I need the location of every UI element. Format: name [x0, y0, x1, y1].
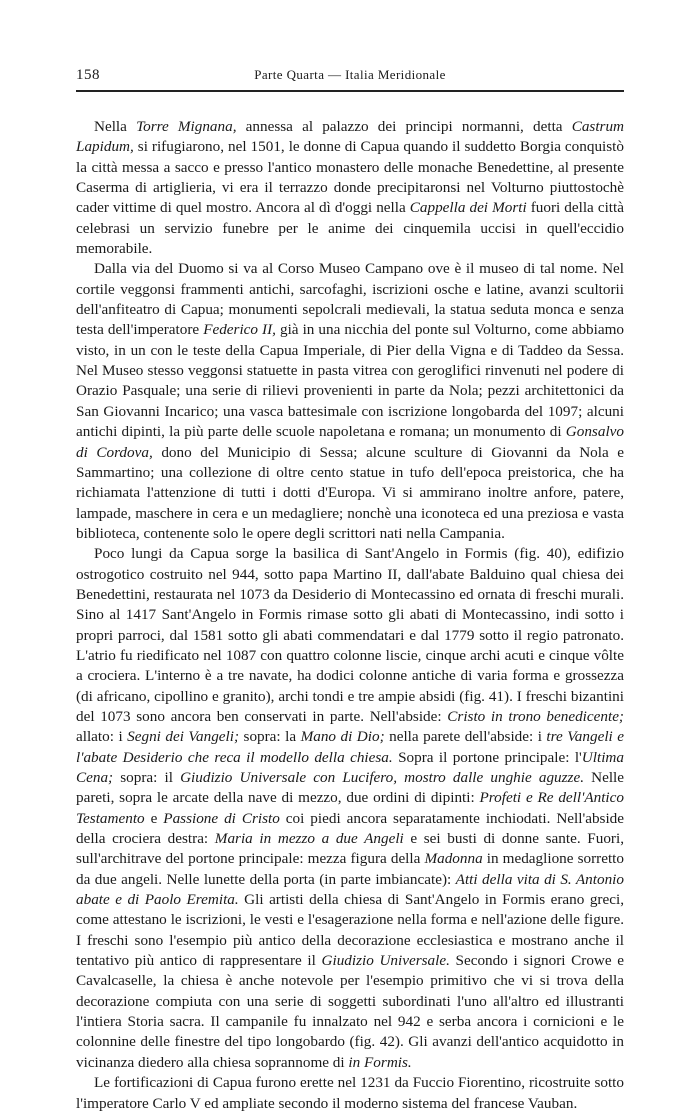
text-run: in medaglione sorretto da due angeli. Nelle lunette della porta (in parte imbiancate):: [76, 850, 624, 888]
paragraph: [76, 117, 624, 259]
italic-run: Cristo in trono benedicente;: [447, 707, 624, 725]
text-run: si rifugiarono, nel 1501, le donne di Capua quando il suddetto Borgia conquistò la città messa a sacco e presso l'antico monastero delle monache Benedettine, al presente Caserma di artiglieria, vi era il terrazzo donde precipitaronsi nel Volturno piuttostochè cader vittime di quel mostro. Ancora al dì d'oggi nella: [76, 138, 624, 217]
italic-run: Maria in mezzo a due Angeli: [214, 830, 404, 848]
italic-run: Ultima Cena;: [76, 748, 624, 786]
page-header: [76, 64, 624, 86]
text-run: dono del Municipio di Sessa; alcune sculture di Giovanni da Nola e Sammartino; una collezione di oltre cento statue in tufo dell'epoca preistorica, che ha richiamata l'attenzione di tutti i dotti d'Europa. Vi si ammirano inoltre anfore, patere, lampade, maschere in cera e un medagliere; nonchè una iconoteca ed una preziosa e vasta biblioteca, contenente solo le opere degli scrittori nati nella Campania.: [76, 443, 625, 542]
italic-run: Atti della vita di S. Antonio abate e di Paolo Eremita.: [76, 870, 624, 909]
paragraph: [76, 259, 624, 544]
text-run: sopra: la: [239, 728, 301, 746]
text-run: Poco lungi da Capua sorge la basilica di Sant'Angelo in Formis (fig. 40), edifizio ostrogotico costruito nel 944, sotto papa Martino II, dall'abate Balduino qual chiesa dei Benedettini, restaurata nel 1073 da Desiderio di Montecassino ed ornata di freschi murali. Sino al 1417 Sant'Angelo in Formis rimase sotto gli abati di Montecassino, indi sotto i propri parroci, dal 1581 sotto gli abati commendatari e dal 1779 sotto il regio patronato. L'atrio fu riedificato nel 1087 con quattro colonne liscie, cinque archi acuti e cinque vôlte a crociera. L'interno è a tre navate, ha dodici colonne antiche di varia forma e grossezza (di africano, cipollino e granito), archi tondi e tre ampie absidi (fig. 41). I freschi bizantini del 1073 sono ancora ben conservati in parte. Nell'abside:: [76, 545, 624, 725]
italic-run: Segni dei Vangeli;: [127, 728, 240, 746]
text-run: e: [144, 809, 164, 827]
body-text: [76, 117, 624, 1114]
header-rule: [76, 90, 624, 92]
page-number: 158: [76, 66, 100, 83]
italic-run: Giudizio Universale con Lucifero, mostro dalle unghie aguzze.: [180, 769, 584, 786]
italic-run: Madonna: [424, 850, 483, 868]
italic-run: Mano di Dio;: [300, 728, 385, 746]
text-run: Le fortificazioni di Capua furono erette nel 1231 da Fuccio Fiorentino, ricostruite sotto l'imperatore Carlo V ed ampliate secondo il moderno sistema del francese Vauban.: [76, 1074, 624, 1112]
italic-run: Passione di Cristo: [163, 809, 280, 827]
italic-run: Profeti e Re dell'Antico Testamento: [76, 789, 624, 827]
text-run: nella parete dell'abside: i: [384, 728, 547, 746]
text-run: allato: i: [76, 728, 128, 746]
text-run: Gli artisti della chiesa di Sant'Angelo in Formis erano greci, come attestano le iscrizioni, le vesti e l'esagerazione nella forma e nell'azione delle figure. I freschi sono l'esempio più antico della decorazione ecclesiastica e mostrano anche il tentativo più antico di rappresentare il: [76, 891, 624, 970]
running-head: Parte Quarta — Italia Meridionale: [254, 67, 446, 82]
text-run: annessa al palazzo dei principi normanni, detta: [236, 118, 572, 135]
text-run: Dalla via del Duomo si va al Corso Museo Campano ove è il museo di tal nome. Nel cortile veggonsi frammenti antichi, sarcofaghi, iscrizioni osche e latine, avanzi scultorii dell'anfiteatro di Capua; monumenti sepolcrali medievali, la statua seduta monca e senza testa dell'imperatore: [76, 260, 624, 339]
text-run: Secondo i signori Crowe e Cavalcaselle, la chiesa è anche notevole per l'esempio primitivo che vi si trova della decorazione compiuta con una serie di soggetti subordinati l'uno all'altro ed illustranti l'intiera Storia sacra. Il campanile fu innalzato nel 942 e serba ancora i cornicioni e le colonnine delle finestre del tipo longobardo (fig. 42). Gli avanzi dell'antico acquidotto in vicinanza diedero alla chiesa soprannome di: [76, 952, 624, 1071]
text-run: fuori della città celebrasi un servizio funebre per le anime dei cinquemila uccisi in quell'eccidio memorabile.: [76, 199, 624, 258]
text-run: e sei busti di donne sante. Fuori, sull'architrave del portone principale: mezza figura della: [76, 830, 624, 868]
italic-run: tre Vangeli e l'abate Desiderio che reca il modello della chiesa.: [76, 728, 624, 766]
text-run: sopra: il: [113, 769, 181, 786]
italic-run: Cappella dei Morti: [409, 199, 527, 217]
italic-run: Gonsalvo di Cordova,: [76, 423, 624, 461]
text-run: Sopra il portone principale: l': [392, 748, 582, 766]
paragraph: [76, 1073, 624, 1114]
paragraph: [76, 544, 624, 1073]
italic-run: Castrum Lapidum,: [76, 118, 625, 156]
italic-run: Federico II,: [203, 321, 276, 339]
text-run: Nelle pareti, sopra le arcate della nave di mezzo, due ordini di dipinti:: [76, 769, 625, 807]
text-run: Nella: [94, 118, 137, 135]
text-run: coi piedi ancora separatamente inchiodati. Nell'abside della crociera destra:: [76, 809, 625, 848]
italic-run: Torre Mignana,: [136, 118, 237, 135]
italic-run: Giudizio Universale.: [321, 952, 450, 970]
italic-run: in Formis.: [348, 1053, 412, 1071]
text-run: già in una nicchia del ponte sul Volturno, come abbiamo visto, in un con le teste della Capua Imperiale, di Pier della Vigna e di Taddeo da Sessa. Nel Museo stesso veggonsi statuette in pasta vitrea con geroglifici rinvenuti nel podere di Orazio Pasquale; una serie di rilievi provenienti in parte da Nola; pezzi architettonici da San Giovanni Incarico; una vasca battesimale con iscrizione longobarda del 1097; alcuni antichi dipinti, la più parte delle scuole napoletana e romana; un monumento di: [76, 321, 624, 441]
